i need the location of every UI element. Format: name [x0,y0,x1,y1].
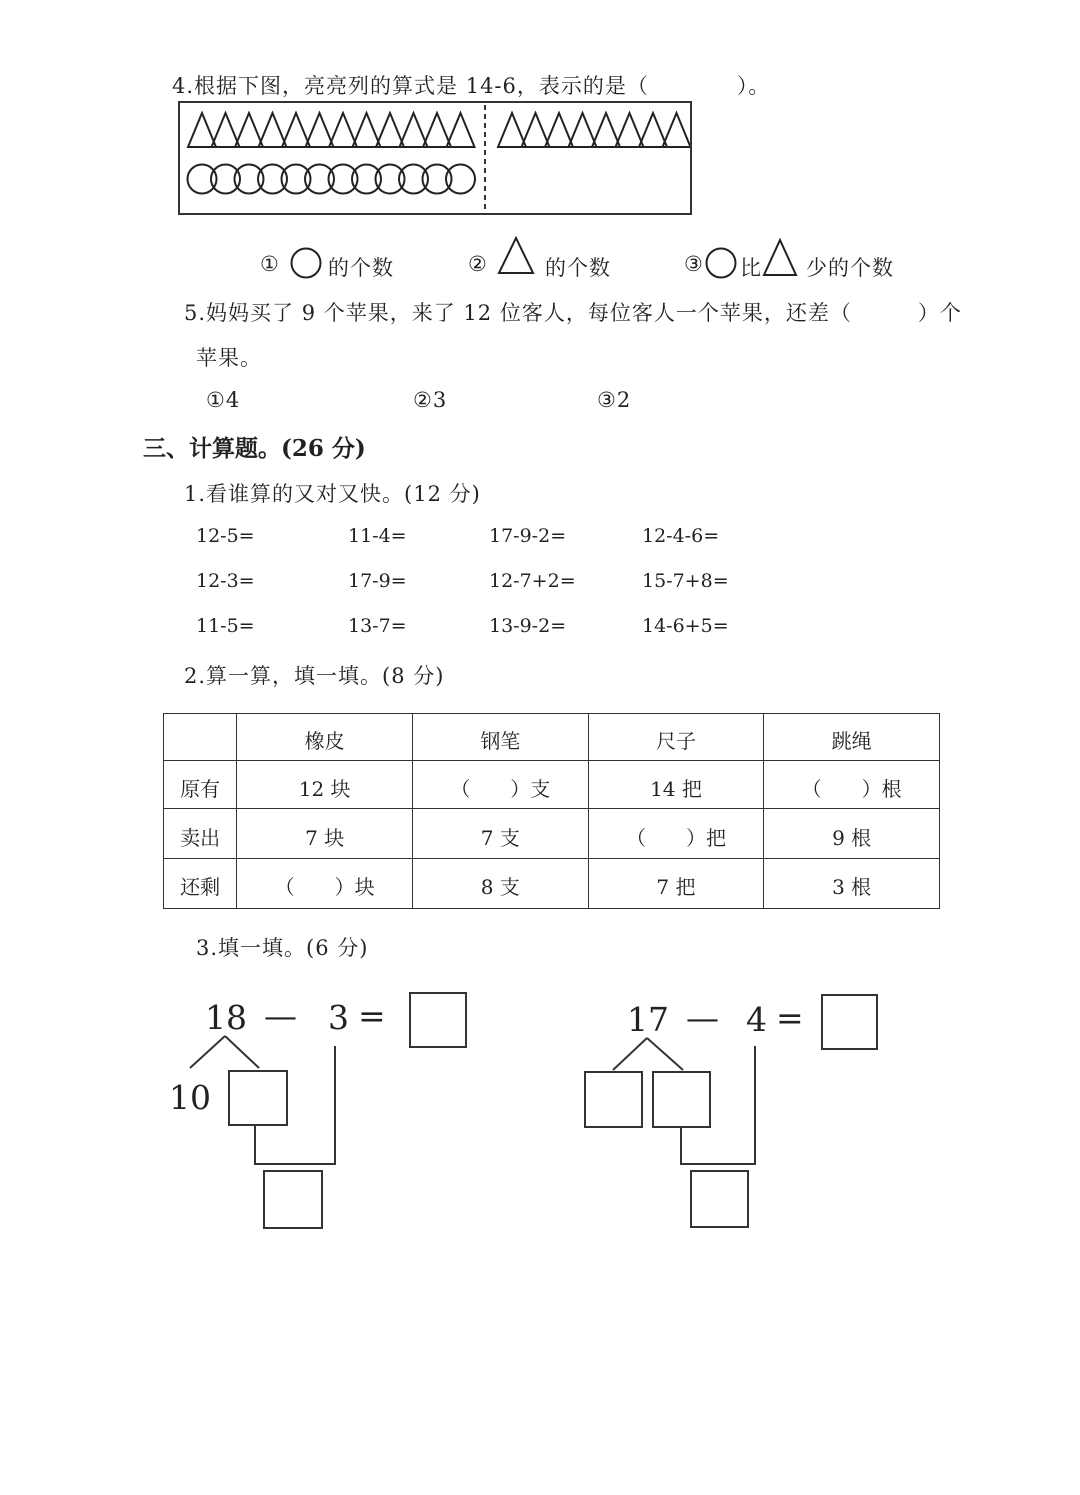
table-row [164,761,940,809]
circle-shape [211,165,240,194]
triangle-shape [376,113,404,147]
row-label: 还剩 [164,858,237,908]
answer-blank[interactable]: （ ）支 [412,761,588,809]
result-box[interactable] [821,994,878,1050]
option-3-number: ③ [684,252,704,276]
triangle-shape [592,113,620,147]
circle-shape [282,165,311,194]
triangle-shape [522,113,550,147]
table-header: 跳绳 [764,714,940,761]
table-cell: 14 把 [588,761,764,809]
question-4-text: 4.根据下图，亮亮列的算式是 14-6，表示的是（ ）。 [172,74,771,98]
circle-icon [289,246,323,280]
q5-option-1[interactable]: ①4 [206,388,241,412]
table-row [164,809,940,858]
answer-blank[interactable]: （ ）块 [237,858,413,908]
circle-shape [423,165,452,194]
triangle-shape [259,113,287,147]
triangle-shape [235,113,263,147]
calc-item: 12-7+2= [489,570,576,592]
connector-line [334,1046,336,1164]
table-cell: 3 根 [764,858,940,908]
table-row [164,858,940,908]
circle-shape [235,165,264,194]
section-3-title: 三、计算题。(26 分) [143,435,366,462]
intermediate-box[interactable] [690,1170,749,1228]
calc-item: 12-3= [196,570,255,592]
triangle-row-left [188,113,475,147]
row-label: 原有 [164,761,237,809]
q5-option-2[interactable]: ②3 [413,388,448,412]
connector-line [254,1163,336,1165]
triangle-icon [497,236,535,276]
split-box[interactable] [584,1071,643,1128]
table-header: 橡皮 [237,714,413,761]
result-box[interactable] [409,992,467,1048]
calc-item: 13-7= [348,615,407,637]
equals-sign: = [358,996,386,1035]
table-header: 钢笔 [412,714,588,761]
triangle-shape [400,113,428,147]
connector-line [754,1046,756,1164]
q5-option-3[interactable]: ③2 [597,388,632,412]
triangle-shape [663,113,691,147]
triangle-shape [423,113,451,147]
calc-item: 13-9-2= [489,615,567,637]
split-lines [185,1034,265,1070]
q4-figure [178,101,692,215]
table-cell [164,714,237,761]
triangle-shape [212,113,240,147]
circle-shape [329,165,358,194]
split-lines [605,1036,691,1072]
option-1-text: 的个数 [328,256,394,280]
calc-item: 11-5= [196,615,255,637]
question-5-text-cont: 苹果。 [196,346,262,370]
q4-shapes [180,103,690,213]
option-2-text: 的个数 [545,256,611,280]
circle-shape [352,165,381,194]
table-cell: 7 把 [588,858,764,908]
answer-blank[interactable]: （ ）把 [588,809,764,858]
circle-shape [446,165,475,194]
triangle-shape [447,113,475,147]
triangle-icon [762,238,798,278]
circle-icon [704,246,738,280]
circle-shape [188,165,217,194]
table-cell: 8 支 [412,858,588,908]
minus-sign: — [264,996,297,1035]
connector-line [680,1126,682,1164]
table-header: 尺子 [588,714,764,761]
triangle-shape [188,113,216,147]
calc-item: 17-9= [348,570,407,592]
option-2-number: ② [468,252,488,276]
connector-line [680,1163,756,1165]
calc-item: 11-4= [348,525,407,547]
option-3-text: 少的个数 [806,256,894,280]
minuend: 18 [205,998,247,1037]
triangle-row-right [498,113,690,147]
table-cell: 12 块 [237,761,413,809]
triangle-shape [282,113,310,147]
calc-q1-title: 1.看谁算的又对又快。(12 分) [184,482,481,506]
calc-item: 12-4-6= [642,525,720,547]
triangle-shape [306,113,334,147]
triangle-shape [498,113,526,147]
split-box[interactable] [228,1070,288,1126]
question-5-text: 5.妈妈买了 9 个苹果，来了 12 位客人，每位客人一个苹果，还差（ ）个 [184,301,962,325]
minus-sign: — [686,998,719,1037]
circle-shape [305,165,334,194]
circle-shape [258,165,287,194]
triangle-shape [569,113,597,147]
table-cell: 9 根 [764,809,940,858]
table-cell: 7 支 [412,809,588,858]
split-box[interactable] [652,1071,711,1128]
row-label: 卖出 [164,809,237,858]
triangle-shape [545,113,573,147]
triangle-shape [639,113,667,147]
minuend: 17 [627,1000,669,1039]
circle-shape [376,165,405,194]
intermediate-box[interactable] [263,1170,323,1229]
table-cell: 7 块 [237,809,413,858]
calc-q3-title: 3.填一填。(6 分) [196,936,369,960]
calc-item: 14-6+5= [642,615,729,637]
circle-shape [399,165,428,194]
calc-item: 15-7+8= [642,570,729,592]
option-1-number: ① [260,252,280,276]
triangle-shape [329,113,357,147]
triangle-shape [353,113,381,147]
calc-q2-title: 2.算一算，填一填。(8 分) [184,664,445,688]
subtrahend: 3 [328,998,349,1037]
subtrahend: 4 [746,1000,767,1039]
circle-row [188,165,476,194]
option-3-mid: 比 [740,256,762,280]
equals-sign: = [776,998,804,1037]
goods-table [163,713,940,909]
answer-blank[interactable]: （ ）根 [764,761,940,809]
connector-line [254,1124,256,1164]
table-header-row [164,714,940,761]
calc-item: 17-9-2= [489,525,567,547]
triangle-shape [616,113,644,147]
split-part-10: 10 [169,1078,211,1117]
calc-item: 12-5= [196,525,255,547]
